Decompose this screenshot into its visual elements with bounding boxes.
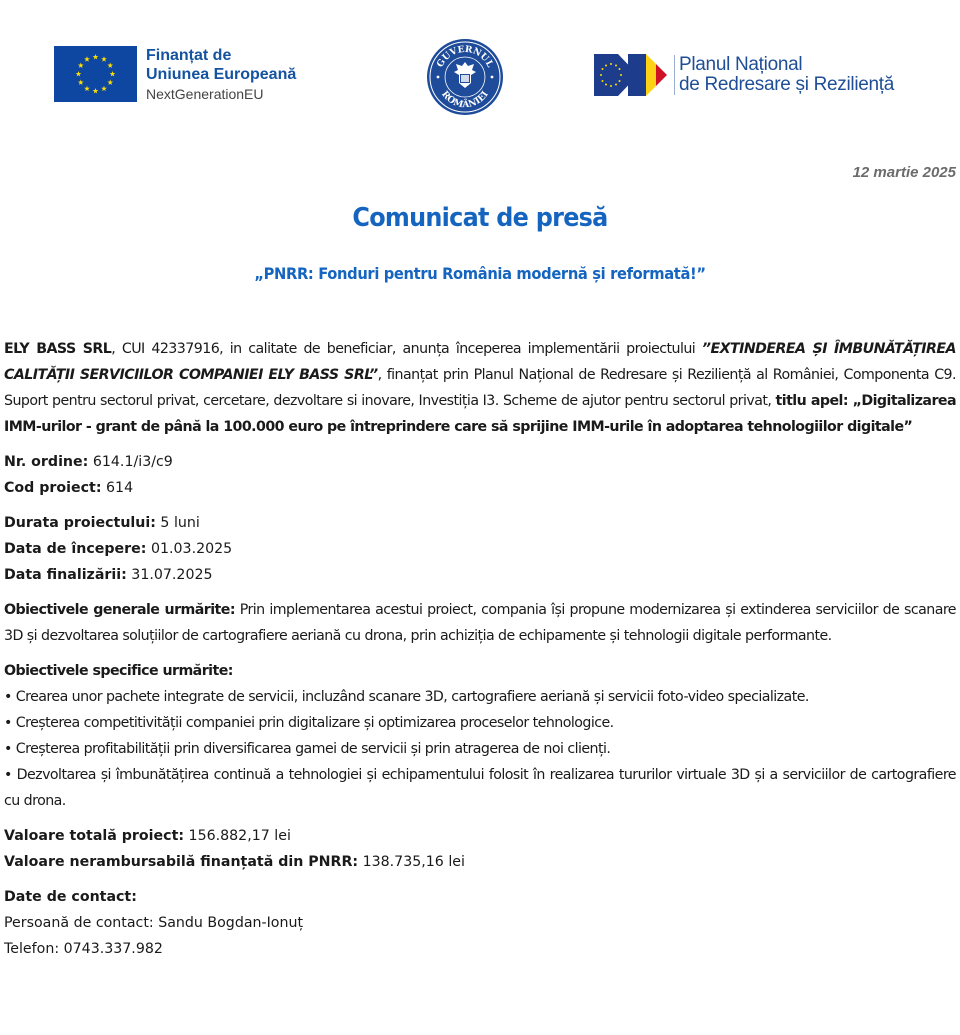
- eu-flag-icon: [54, 46, 137, 102]
- field-label: Data finalizării:: [4, 567, 127, 583]
- field-value: 614.1/i3/c9: [88, 454, 173, 470]
- page-title: Comunicat de presă: [352, 203, 608, 233]
- field-value: 138.735,16 lei: [358, 854, 465, 870]
- field-label: Valoare totală proiect:: [4, 828, 185, 844]
- call-label: titlu apel:: [775, 393, 853, 409]
- intro-text-1: , CUI 42337916, in calitate de beneficiar, anunța începerea implementării proiectului: [111, 341, 702, 357]
- eu-logo-line3: NextGenerationEU: [146, 86, 264, 102]
- specific-objective-item: • Creșterea competitivității companiei prin digitalizare și optimizarea proceselor tehnologice.: [4, 715, 614, 731]
- call-title: „Digitalizarea IMM-urilor - grant de până la 100.000 euro pe întreprindere care să sprijine IMM-urile în adoptarea tehnologiilor digitale”: [4, 393, 956, 435]
- total-value: [4, 823, 956, 849]
- specific-objective-item: • Creșterea profitabilității prin diversificarea gamei de servicii și prin atragerea de noi clienți.: [4, 741, 611, 757]
- field-value: 5 luni: [155, 515, 200, 531]
- eu-star-icon: [101, 86, 107, 91]
- specific-objective-item: • Crearea unor pachete integrate de servicii, incluzând scanare 3D, cartografiere aeriană și servicii foto-video specializate.: [4, 689, 809, 705]
- gov-seal-top-text: GUVERNUL: [435, 44, 495, 70]
- general-objectives-text: Prin implementarea acestui proiect, compania își propune modernizarea și extinderea serviciilor de scanare 3D și dezvoltarea soluțiilor de cartografiere aeriană cu drona, prin achiziția de echipamente și tehnologii digitale performante.: [4, 602, 956, 644]
- field-label: Cod proiect:: [4, 480, 102, 496]
- eu-romania-arrows-icon: [594, 54, 668, 96]
- intro-paragraph: [4, 336, 956, 440]
- field-nr-ordine: [4, 449, 956, 475]
- general-objectives-label: Obiectivele generale urmărite:: [4, 602, 235, 618]
- field-label: Valoare nerambursabilă finanțată din PNRR:: [4, 854, 359, 870]
- pnrr-logo-line2: de Redresare și Reziliență: [679, 74, 895, 95]
- eu-star-icon: [107, 80, 113, 85]
- contact-phone: Telefon: 0743.337.982: [4, 941, 163, 957]
- pnrr-logo: [594, 54, 894, 96]
- eu-star-icon: [84, 56, 90, 61]
- eu-star-icon: [110, 71, 116, 76]
- contact-label: Date de contact:: [4, 889, 137, 905]
- eu-star-icon: [107, 63, 113, 68]
- specific-objectives-label: Obiectivele specifice urmărite:: [4, 663, 233, 679]
- eu-star-icon: [101, 56, 107, 61]
- eu-logo-line2: Uniunea Europeană: [146, 66, 297, 83]
- general-objectives: [4, 597, 956, 649]
- field-label: Nr. ordine:: [4, 454, 89, 470]
- field-data-incepere: [4, 536, 956, 562]
- eu-star-icon: [93, 54, 99, 59]
- eu-star-icon: [78, 80, 84, 85]
- romanian-government-seal-icon: [426, 38, 504, 116]
- press-release-date: 12 martie 2025: [852, 164, 956, 181]
- field-value: 156.882,17 lei: [184, 828, 291, 844]
- field-value: 31.07.2025: [126, 567, 213, 583]
- field-data-finalizare: [4, 562, 956, 588]
- specific-objective-item: • Dezvoltarea și îmbunătățirea continuă a tehnologiei și echipamentului folosit în realizarea tururilor virtuale 3D și a serviciilor de cartografiere cu drona.: [4, 767, 956, 809]
- eu-logo-line1: Finanțat de: [146, 47, 232, 64]
- eu-star-icon: [78, 63, 84, 68]
- page-subtitle: „PNRR: Fonduri pentru România modernă și reformată!”: [254, 264, 706, 283]
- non-reimbursable-value: [4, 849, 956, 875]
- eu-funding-logo: [54, 46, 296, 104]
- company-name: ELY BASS SRL: [4, 341, 112, 357]
- field-cod-proiect: [4, 475, 956, 501]
- field-label: Data de începere:: [4, 541, 147, 557]
- eu-star-icon: [93, 88, 99, 93]
- gov-seal-bottom-text: ROMÂNIEI: [439, 89, 491, 111]
- intro-text-2: , finanțat prin Planul Național de Redresare și Reziliență al României, Componenta C9. Suport pentru sectorul privat, cercetare, dezvoltare si inovare, Investiția I3. Scheme de ajutor pentru sectorul privat,: [4, 367, 956, 409]
- field-value: 01.03.2025: [146, 541, 233, 557]
- field-value: 614: [101, 480, 134, 496]
- field-label: Durata proiectului:: [4, 515, 156, 531]
- contact-person: Persoană de contact: Sandu Bogdan-Ionuț: [4, 915, 304, 931]
- logo-header: [0, 0, 960, 140]
- eu-star-icon: [76, 71, 82, 76]
- eu-star-icon: [84, 86, 90, 91]
- project-name: ”EXTINDEREA ȘI ÎMBUNĂTĂȚIREA CALITĂȚII SERVICIILOR COMPANIEI ELY BASS SRL”: [4, 341, 956, 383]
- field-durata: [4, 510, 956, 536]
- press-release-body: [4, 336, 956, 962]
- pnrr-logo-line1: Planul Național: [679, 54, 803, 75]
